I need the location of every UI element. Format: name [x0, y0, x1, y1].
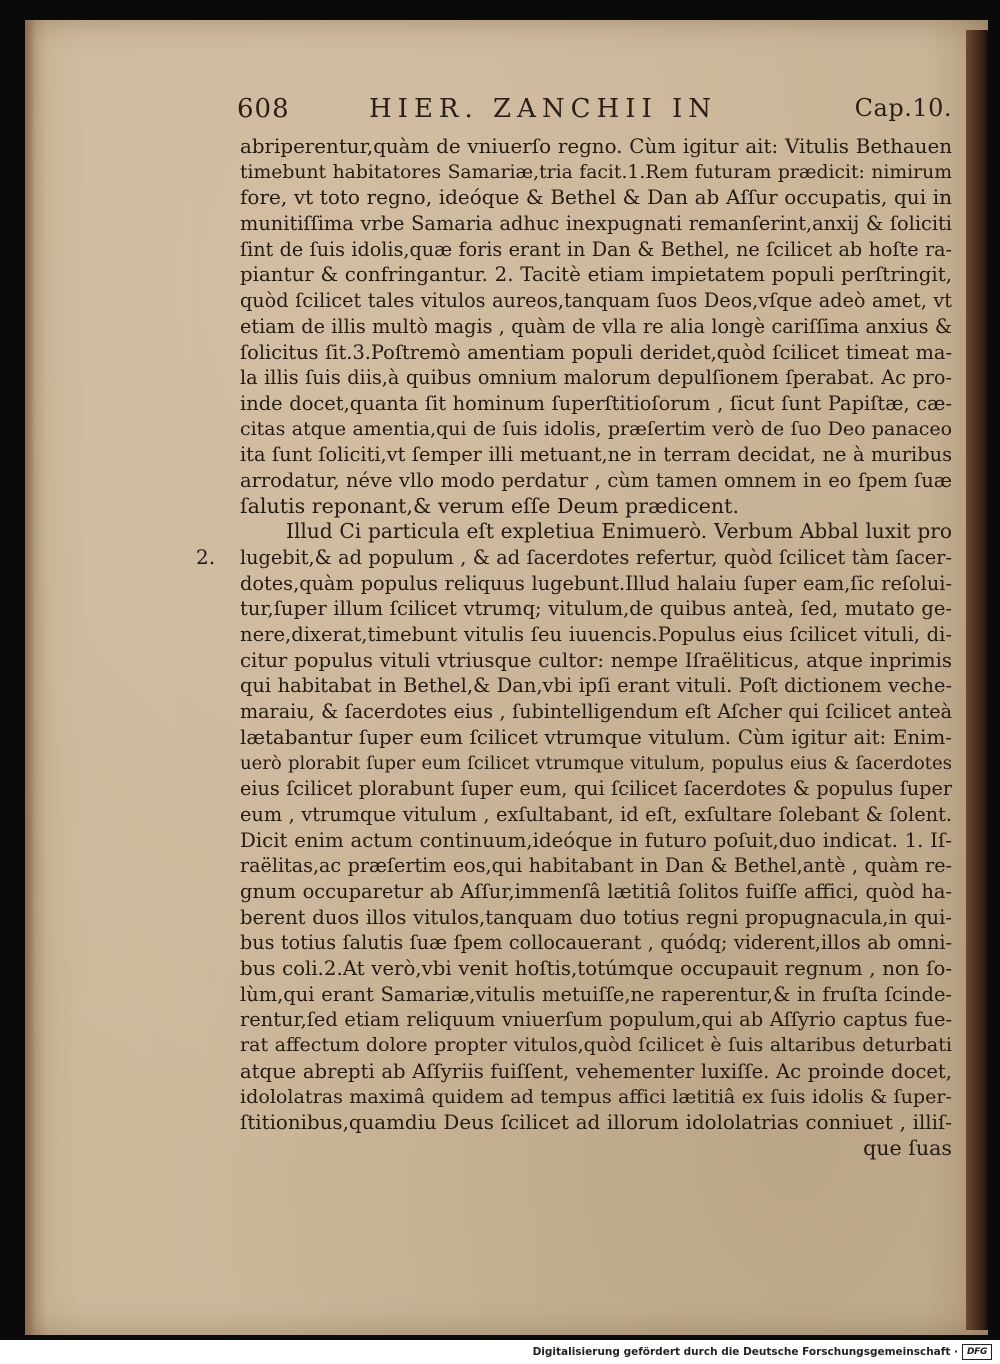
text-line: abriperentur,quàm de vniuerſo regno. Cùm igitur ait: Vitulis Bethauen	[240, 135, 952, 158]
text-line: uerò plorabit ſuper eum ſcilicet vtrumque vitulum, populus eius & ſacerdotes	[240, 752, 952, 774]
text-line: lugebit,& ad populum , & ad ſacerdotes refertur, quòd ſcilicet tàm ſacer-	[240, 546, 952, 569]
page-gutter-shadow	[25, 20, 35, 1335]
text-line: bus coli.2.At verò,vbi venit hoſtis,totúmque occupauit regnum , non ſo-	[240, 957, 952, 980]
text-line: rentur,ſed etiam reliquum vniuerſum populum,qui ab Aſſyrio captus fue-	[240, 1008, 952, 1032]
chapter-label: Cap.10.	[854, 94, 952, 122]
text-line: raëlitas,ac præſertim eos,qui habitabant in Dan & Bethel,antè , quàm re-	[240, 854, 952, 878]
text-line: lùm,qui erant Samariæ,vitulis metuiſſe,ne raperentur,& in fruſta ſcinde-	[240, 982, 952, 1006]
running-title: HIER. ZANCHII IN	[369, 94, 718, 124]
text-line: ſtitionibus,quamdiu Deus ſcilicet ad illorum idololatrias conniuet , illiſ-	[240, 1111, 952, 1135]
text-line: fore, vt toto regno, ideóque & Bethel & Dan ab Aſſur occupatis, qui in	[240, 185, 952, 210]
text-line: munitiſſima vrbe Samaria adhuc inexpugnati remanſerint,anxij & ſoliciti	[240, 212, 952, 236]
text-line: Dicit enim actum continuum,ideóque in futuro poſuit,duo indicat. 1. Iſ-	[240, 828, 952, 852]
text-line: ſolicitus ſit.3.Poſtremò amentiam populi deridet,quòd ſcilicet timeat ma-	[240, 340, 952, 364]
text-line: citur populus vituli vtriusque cultor: nempe Iſraëliticus, atque inprimis	[240, 648, 952, 672]
body-text	[240, 134, 952, 1162]
text-line: berent duos illos vitulos,tanquam duo totius regni propugnacula,in qui-	[240, 905, 952, 929]
text-line: Illud Ci particula eſt expletiua Enimuerò. Verbum Abbal luxit pro	[286, 519, 952, 544]
text-line: etiam de illis multò magis , quàm de vlla re alia longè cariſſima anxius &	[240, 314, 952, 338]
running-head	[237, 94, 952, 130]
text-line: ita ſunt ſoliciti,vt ſemper illi metuant,ne in terram decidat, ne à muribus	[240, 443, 952, 467]
text-line: eum , vtrumque vitulum , exſultabant, id eſt, exſultare ſolebant & ſolent.	[240, 802, 952, 826]
text-line: atque abrepti ab Aſſyriis fuiſſent, vehementer luxiſſe. Ac proinde docet,	[240, 1059, 952, 1083]
page-number: 608	[237, 94, 290, 124]
dfg-logo-icon: DFG	[962, 1344, 992, 1360]
text-line: nere,dixerat,timebunt vitulis ſeu iuuencis.Populus eius ſcilicet vituli, di-	[240, 623, 952, 647]
margin-verse-number: 2.	[196, 545, 216, 569]
text-line: lætabantur ſuper eum ſcilicet vtrumque vitulum. Cùm igitur ait: Enim-	[240, 725, 952, 749]
text-line: maraiu, & ſacerdotes eius , ſubintelligendum eſt Aſcher qui ſcilicet anteà	[240, 700, 952, 724]
catchword: que ſuas	[863, 1135, 952, 1160]
text-line: gnum occuparetur ab Aſſur,immenſâ lætitiâ ſolitos fuiſſe affici, quòd ha-	[240, 879, 952, 903]
text-line: quòd ſcilicet tales vitulos aureos,tanquam ſuos Deos,vſque adeò amet, vt	[240, 289, 952, 313]
text-line: ſalutis reponant,& verum eſſe Deum prædicent.	[240, 493, 740, 518]
book-fore-edge	[966, 30, 988, 1330]
text-line: ſint de ſuis idolis,quæ foris erant in Dan & Bethel, ne ſcilicet ab hoſte ra-	[240, 237, 952, 261]
digitization-footer	[0, 1340, 1000, 1364]
text-line: eius ſcilicet plorabunt ſuper eum, qui ſcilicet ſacerdotes & populus ſuper	[240, 777, 952, 801]
text-line: bus totius ſalutis ſuæ ſpem collocauerant , quódq; viderent,illos ab omni-	[240, 931, 952, 955]
text-line: tur,ſuper illum ſcilicet vtrumq; vitulum,de quibus anteà, ſed, mutato ge-	[240, 597, 952, 621]
text-line: dotes,quàm populus reliquus lugebunt.Illud halaiu ſuper eam,ſic reſolui-	[240, 571, 952, 595]
text-line: arrodatur, néve vllo modo perdatur , cùm tamen omnem in eo ſpem ſuæ	[240, 468, 952, 492]
footer-credit: Digitalisierung gefördert durch die Deutsche Forschungsgemeinschaft ·	[532, 1346, 958, 1358]
text-line: piantur & confringantur. 2. Tacitè etiam impietatem populi perſtringit,	[240, 263, 952, 287]
text-line: rat affectum dolore propter vitulos,quòd ſcilicet è ſuis altaribus deturbati	[240, 1034, 952, 1057]
text-line: idololatras maximâ quidem ad tempus affici lætitiâ ex ſuis idolis & ſuper-	[240, 1085, 952, 1109]
text-line: inde docet,quanta ſit hominum ſuperſtitioſorum , ſicut ſunt Papiſtæ, cæ-	[240, 391, 952, 415]
text-line: la illis ſuis diis,à quibus omnium malorum depulſionem ſperabat. Ac pro-	[240, 366, 952, 390]
text-line: qui habitabat in Bethel,& Dan,vbi ipſi erant vituli. Poſt dictionem veche-	[240, 674, 952, 698]
text-line: timebunt habitatores Samariæ,tria facit.1.Rem futuram prædicit: nimirum	[240, 161, 952, 183]
text-line: citas atque amentia,qui de ſuis idolis, præſertim verò de ſuo Deo panaceo	[240, 417, 952, 440]
